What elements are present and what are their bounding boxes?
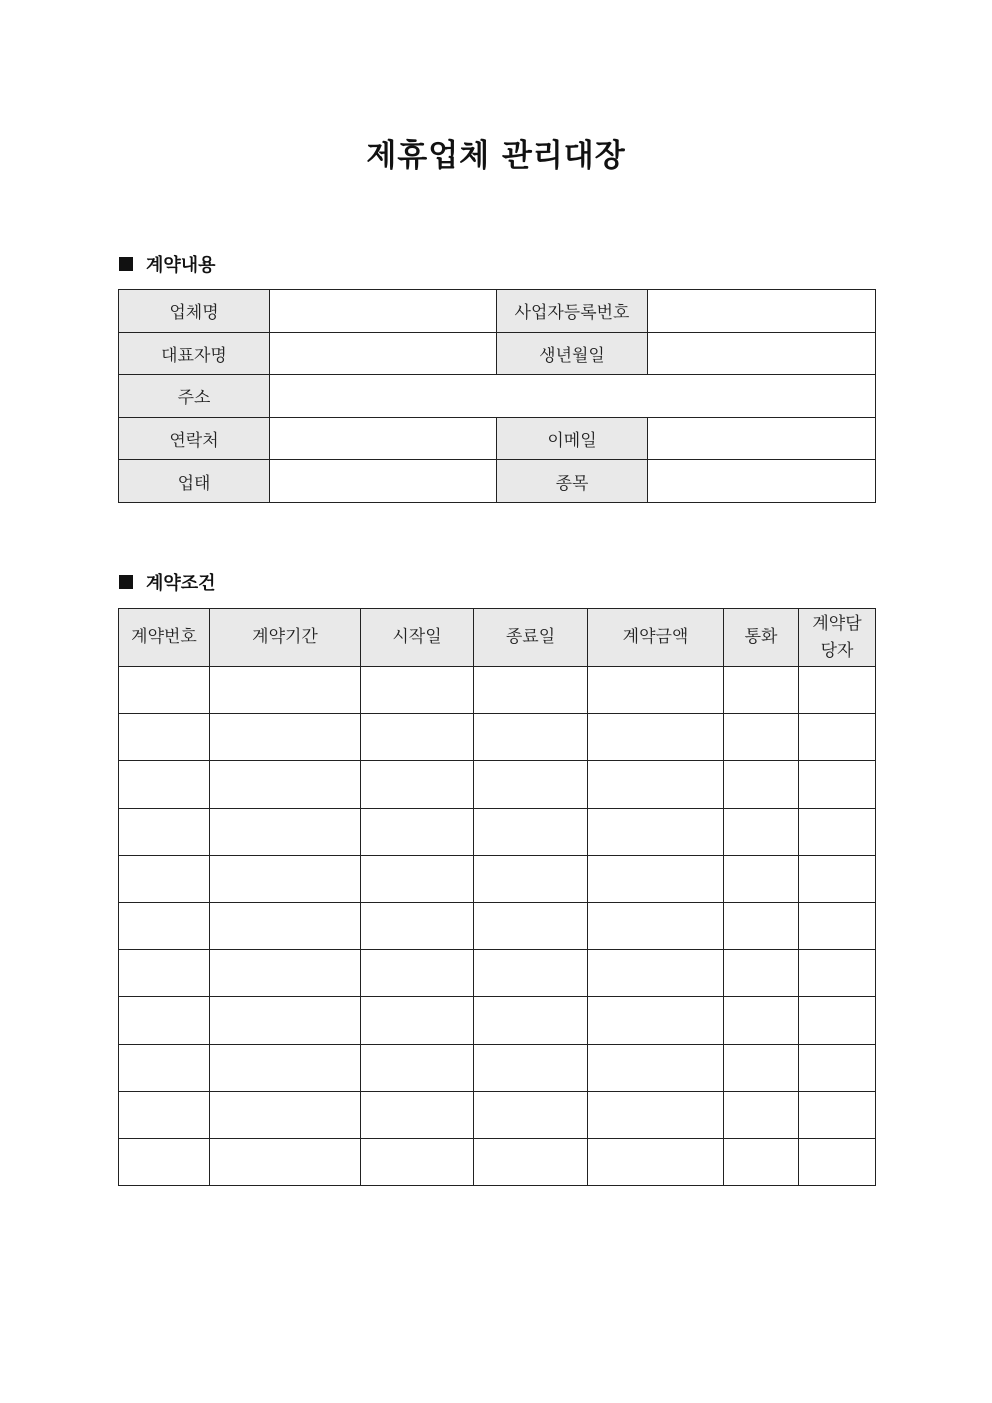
currency-cell[interactable] bbox=[724, 950, 799, 997]
contract-amount-cell[interactable] bbox=[588, 714, 724, 761]
contract-number-cell[interactable] bbox=[119, 667, 210, 714]
table-row bbox=[119, 1138, 876, 1185]
contract-amount-cell[interactable] bbox=[588, 855, 724, 902]
table-row bbox=[119, 1091, 876, 1138]
end-date-cell[interactable] bbox=[474, 714, 588, 761]
section-heading-contract-terms bbox=[119, 570, 216, 594]
contract-amount-cell[interactable] bbox=[588, 997, 724, 1044]
section-heading-label: 계약내용 bbox=[146, 255, 216, 276]
table-row bbox=[119, 902, 876, 949]
contract-number-cell[interactable] bbox=[119, 1091, 210, 1138]
table-row bbox=[119, 950, 876, 997]
contract-period-cell[interactable] bbox=[210, 667, 361, 714]
representative-name-label: 대표자명 bbox=[119, 332, 270, 375]
business-type-field[interactable] bbox=[270, 460, 497, 503]
currency-cell[interactable] bbox=[724, 808, 799, 855]
column-header-contract-period: 계약기간 bbox=[210, 609, 361, 667]
end-date-cell[interactable] bbox=[474, 1138, 588, 1185]
contract-number-cell[interactable] bbox=[119, 1044, 210, 1091]
contract-info-table bbox=[118, 289, 876, 503]
table-row bbox=[119, 761, 876, 808]
start-date-cell[interactable] bbox=[361, 808, 474, 855]
company-name-label: 업체명 bbox=[119, 290, 270, 333]
start-date-cell[interactable] bbox=[361, 1044, 474, 1091]
contract-manager-cell[interactable] bbox=[799, 902, 876, 949]
contract-amount-cell[interactable] bbox=[588, 1044, 724, 1091]
contract-number-cell[interactable] bbox=[119, 714, 210, 761]
contract-period-cell[interactable] bbox=[210, 761, 361, 808]
table-row bbox=[119, 997, 876, 1044]
business-item-label: 종목 bbox=[497, 460, 648, 503]
contract-number-cell[interactable] bbox=[119, 855, 210, 902]
start-date-cell[interactable] bbox=[361, 761, 474, 808]
end-date-cell[interactable] bbox=[474, 902, 588, 949]
contract-manager-cell[interactable] bbox=[799, 667, 876, 714]
currency-cell[interactable] bbox=[724, 1138, 799, 1185]
business-type-label: 업태 bbox=[119, 460, 270, 503]
end-date-cell[interactable] bbox=[474, 808, 588, 855]
contract-manager-cell[interactable] bbox=[799, 808, 876, 855]
business-registration-number-label: 사업자등록번호 bbox=[497, 290, 648, 333]
currency-cell[interactable] bbox=[724, 667, 799, 714]
address-label: 주소 bbox=[119, 375, 270, 418]
column-header-contract-manager-line2: 당자 bbox=[820, 640, 854, 661]
table-row bbox=[119, 808, 876, 855]
table-row bbox=[119, 667, 876, 714]
contact-label: 연락처 bbox=[119, 417, 270, 460]
business-item-field[interactable] bbox=[648, 460, 876, 503]
contract-period-cell[interactable] bbox=[210, 950, 361, 997]
currency-cell[interactable] bbox=[724, 761, 799, 808]
table-row bbox=[119, 375, 876, 418]
section-heading-label: 계약조건 bbox=[146, 573, 216, 594]
start-date-cell[interactable] bbox=[361, 1138, 474, 1185]
contract-manager-cell[interactable] bbox=[799, 761, 876, 808]
contract-manager-cell[interactable] bbox=[799, 1138, 876, 1185]
currency-cell[interactable] bbox=[724, 997, 799, 1044]
contract-amount-cell[interactable] bbox=[588, 667, 724, 714]
table-header-row bbox=[119, 609, 876, 667]
currency-cell[interactable] bbox=[724, 1044, 799, 1091]
table-row bbox=[119, 714, 876, 761]
square-bullet-icon bbox=[119, 575, 133, 589]
start-date-cell[interactable] bbox=[361, 1091, 474, 1138]
contract-period-cell[interactable] bbox=[210, 1044, 361, 1091]
currency-cell[interactable] bbox=[724, 714, 799, 761]
contract-number-cell[interactable] bbox=[119, 761, 210, 808]
contract-manager-cell[interactable] bbox=[799, 1091, 876, 1138]
contract-terms-body bbox=[119, 667, 876, 1186]
end-date-cell[interactable] bbox=[474, 855, 588, 902]
contract-number-cell[interactable] bbox=[119, 950, 210, 997]
currency-cell[interactable] bbox=[724, 1091, 799, 1138]
column-header-contract-manager-line1: 계약담 bbox=[812, 613, 862, 634]
email-field[interactable] bbox=[648, 417, 876, 460]
representative-name-field[interactable] bbox=[270, 332, 497, 375]
contract-amount-cell[interactable] bbox=[588, 761, 724, 808]
table-row bbox=[119, 855, 876, 902]
contract-amount-cell[interactable] bbox=[588, 1138, 724, 1185]
contract-amount-cell[interactable] bbox=[588, 950, 724, 997]
end-date-cell[interactable] bbox=[474, 761, 588, 808]
contact-field[interactable] bbox=[270, 417, 497, 460]
column-header-end-date: 종료일 bbox=[474, 609, 588, 667]
address-field[interactable] bbox=[270, 375, 876, 418]
start-date-cell[interactable] bbox=[361, 950, 474, 997]
contract-period-cell[interactable] bbox=[210, 714, 361, 761]
contract-amount-cell[interactable] bbox=[588, 808, 724, 855]
contract-manager-cell[interactable] bbox=[799, 714, 876, 761]
contract-manager-cell[interactable] bbox=[799, 855, 876, 902]
contract-number-cell[interactable] bbox=[119, 1138, 210, 1185]
start-date-cell[interactable] bbox=[361, 902, 474, 949]
currency-cell[interactable] bbox=[724, 902, 799, 949]
contract-period-cell[interactable] bbox=[210, 902, 361, 949]
table-row bbox=[119, 417, 876, 460]
end-date-cell[interactable] bbox=[474, 1091, 588, 1138]
column-header-contract-number: 계약번호 bbox=[119, 609, 210, 667]
contract-number-cell[interactable] bbox=[119, 902, 210, 949]
contract-period-cell[interactable] bbox=[210, 1138, 361, 1185]
company-name-field[interactable] bbox=[270, 290, 497, 333]
column-header-contract-amount: 계약금액 bbox=[588, 609, 724, 667]
table-row bbox=[119, 460, 876, 503]
birth-date-field[interactable] bbox=[648, 332, 876, 375]
end-date-cell[interactable] bbox=[474, 997, 588, 1044]
column-header-start-date: 시작일 bbox=[361, 609, 474, 667]
start-date-cell[interactable] bbox=[361, 714, 474, 761]
birth-date-label: 생년월일 bbox=[497, 332, 648, 375]
column-header-currency: 통화 bbox=[724, 609, 799, 667]
start-date-cell[interactable] bbox=[361, 667, 474, 714]
end-date-cell[interactable] bbox=[474, 667, 588, 714]
contract-manager-cell[interactable] bbox=[799, 950, 876, 997]
contract-number-cell[interactable] bbox=[119, 808, 210, 855]
email-label: 이메일 bbox=[497, 417, 648, 460]
column-header-contract-manager bbox=[799, 609, 876, 667]
business-registration-number-field[interactable] bbox=[648, 290, 876, 333]
square-bullet-icon bbox=[119, 257, 133, 271]
end-date-cell[interactable] bbox=[474, 950, 588, 997]
section-heading-contract-info bbox=[119, 252, 216, 276]
table-row bbox=[119, 1044, 876, 1091]
end-date-cell[interactable] bbox=[474, 1044, 588, 1091]
contract-amount-cell[interactable] bbox=[588, 1091, 724, 1138]
contract-manager-cell[interactable] bbox=[799, 1044, 876, 1091]
contract-period-cell[interactable] bbox=[210, 1091, 361, 1138]
contract-amount-cell[interactable] bbox=[588, 902, 724, 949]
start-date-cell[interactable] bbox=[361, 997, 474, 1044]
document-title: 제휴업체 관리대장 bbox=[366, 138, 626, 174]
contract-period-cell[interactable] bbox=[210, 997, 361, 1044]
contract-period-cell[interactable] bbox=[210, 855, 361, 902]
contract-number-cell[interactable] bbox=[119, 997, 210, 1044]
start-date-cell[interactable] bbox=[361, 855, 474, 902]
contract-period-cell[interactable] bbox=[210, 808, 361, 855]
currency-cell[interactable] bbox=[724, 855, 799, 902]
table-row bbox=[119, 332, 876, 375]
contract-manager-cell[interactable] bbox=[799, 997, 876, 1044]
contract-terms-table bbox=[118, 608, 876, 1186]
table-row bbox=[119, 290, 876, 333]
